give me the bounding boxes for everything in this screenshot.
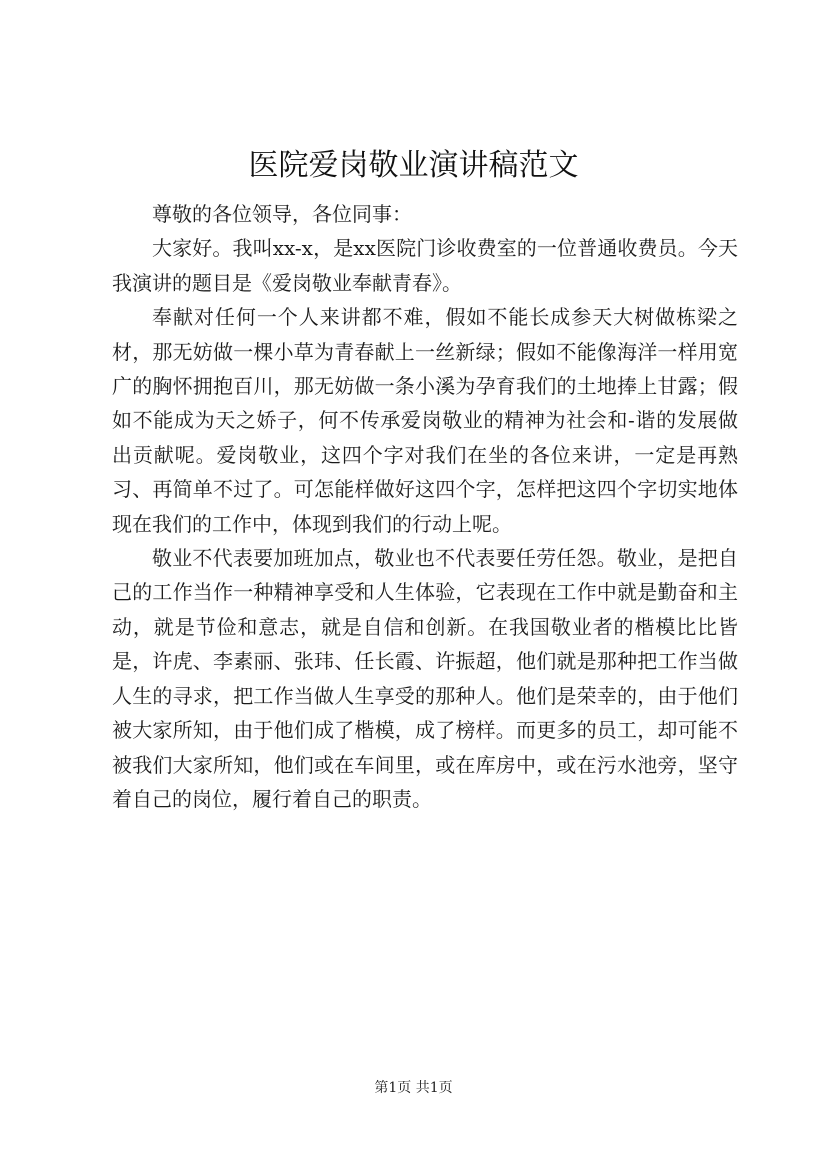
paragraph-dedication-examples: 敬业不代表要加班加点，敬业也不代表要任劳任怨。敬业，是把自己的工作当作一种精神享受和人生体验，它表现在工作中就是勤奋和主动，就是节俭和意志，就是自信和创新。在我国敬业者的楷模比比皆是，许虎、李素丽、张玮、任长霞、许振超，他们就是那种把工作当做人生的寻求，把工作当做人生享受的那种人。他们是荣幸的，由于他们被大家所知，由于他们成了楷模，成了榜样。而更多的员工，却可能不被我们大家所知，他们或在车间里，或在库房中，或在污水池旁，坚守着自己的岗位，履行着自己的职责。: [112, 546, 738, 811]
page-number-footer: 第1页 共1页: [374, 1080, 453, 1096]
paragraph-introduction: 大家好。我叫xx-x，是xx医院门诊收费室的一位普通收费员。今天我演讲的题目是《爱岗敬业奉献青春》。: [112, 236, 738, 295]
paragraph-dedication: 奉献对任何一个人来讲都不难，假如不能长成参天大树做栋梁之材，那无妨做一棵小草为青春献上一丝新绿；假如不能像海洋一样用宽广的胸怀拥抱百川，那无妨做一条小溪为孕育我们的土地捧上甘露；假如不能成为天之娇子，何不传承爱岗敬业的精神为社会和-谐的发展做出贡献呢。爱岗敬业，这四个字对我们在坐的各位来讲，一定是再熟习、再简单不过了。可怎能样做好这四个字，怎样把这四个字切实地体现在我们的工作中，体现到我们的行动上呢。: [112, 305, 738, 536]
document-body: [112, 197, 738, 816]
document-title: 医院爱岗敬业演讲稿范文: [248, 148, 579, 183]
paragraph-salutation: 尊敬的各位领导，各位同事：: [152, 202, 412, 226]
